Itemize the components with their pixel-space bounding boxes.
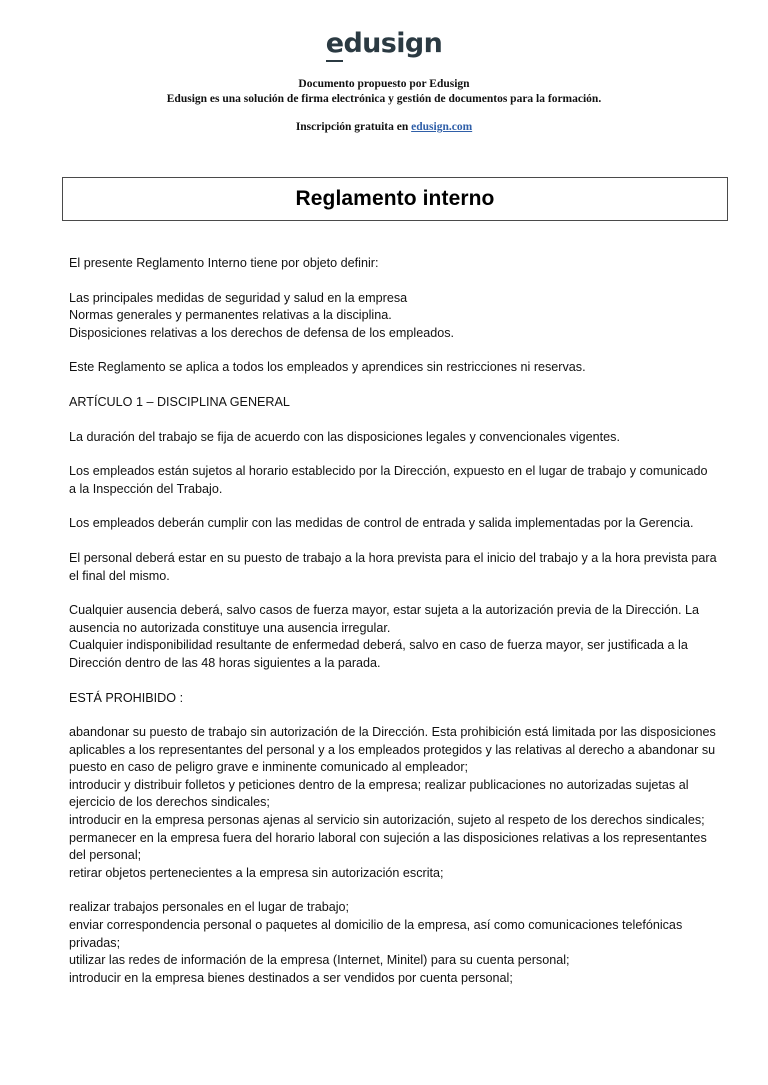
letterhead-signup	[0, 121, 768, 133]
text-line: introducir y distribuir folletos y peticiones dentro de la empresa; realizar publicaciones no autorizadas sujetas al ejercicio de los derechos sindicales;	[69, 777, 689, 810]
paragraph-objeto-intro	[69, 255, 717, 273]
letterhead-line-1: Documento propuesto por Edusign	[298, 78, 470, 90]
text-line: Las principales medidas de seguridad y salud en la empresa	[69, 290, 408, 305]
paragraph-prohibiciones-grupo-2	[69, 899, 717, 987]
paragraph-articulo-1-heading	[69, 394, 717, 412]
text-line: utilizar las redes de información de la empresa (Internet, Minitel) para su cuenta personal;	[69, 953, 570, 968]
text-line: Los empleados están sujetos al horario establecido por la Dirección, expuesto en el lugar de trabajo y comunicado a la Inspección del Trabajo.	[69, 464, 708, 496]
text-line: abandonar su puesto de trabajo sin autorización de la Dirección. Esta prohibición está limitada por las disposiciones aplicables a los representantes del personal y a los empleados protegidos y las relativas al derecho a abandonar su puesto en caso de peligro grave e inminente comunicado al empleador;	[69, 725, 716, 775]
text-line: enviar correspondencia personal o paquetes al domicilio de la empresa, así como comunicaciones telefónicas privadas;	[69, 918, 683, 950]
paragraph-prohibiciones-grupo-1	[69, 724, 717, 882]
paragraph-control-entrada-salida	[69, 515, 717, 533]
letterhead-line-2: Edusign es una solución de firma electrónica y gestión de documentos para la formación.	[166, 93, 602, 106]
logo-remaining-letters: dusign	[343, 28, 443, 59]
document-title-box	[62, 177, 728, 221]
text-line: permanecer en la empresa fuera del horario laboral con sujeción a las disposiciones relativas a los representantes del personal;	[69, 830, 707, 863]
text-line: El personal deberá estar en su puesto de trabajo a la hora prevista para el inicio del trabajo y a la hora prevista para el final del mismo.	[69, 550, 717, 583]
text-line: Los empleados deberán cumplir con las medidas de control de entrada y salida implementadas por la Gerencia.	[69, 516, 694, 531]
paragraph-duracion-trabajo	[69, 429, 717, 447]
paragraph-ausencias	[69, 602, 717, 672]
document-body	[69, 255, 717, 987]
edusign-logo	[326, 30, 443, 57]
text-line: Este Reglamento se aplica a todos los empleados y aprendices sin restricciones ni reservas.	[69, 360, 586, 375]
page-title: Reglamento interno	[295, 187, 495, 210]
text-line: realizar trabajos personales en el lugar de trabajo;	[69, 900, 350, 915]
paragraph-prohibido-heading	[69, 690, 717, 708]
edusign-website-link[interactable]: edusign.com	[411, 121, 473, 134]
paragraph-objeto-lista	[69, 290, 717, 343]
text-line: introducir en la empresa bienes destinados a ser vendidos por cuenta personal;	[69, 970, 513, 985]
text-line: El presente Reglamento Interno tiene por objeto definir:	[69, 256, 379, 270]
logo-first-letter: e	[326, 28, 344, 62]
text-line: ESTÁ PROHIBIDO :	[69, 690, 184, 705]
text-line: ARTÍCULO 1 – DISCIPLINA GENERAL	[69, 394, 290, 409]
letterhead-description	[0, 77, 768, 107]
letterhead	[0, 0, 768, 133]
text-line: Disposiciones relativas a los derechos de defensa de los empleados.	[69, 325, 455, 340]
paragraph-aplicacion	[69, 359, 717, 377]
text-line: Cualquier indisponibilidad resultante de enfermedad deberá, salvo en caso de fuerza mayor, ser justificada a la Dirección dentro de las 48 horas siguientes a la parada.	[69, 638, 688, 670]
text-line: Cualquier ausencia deberá, salvo casos de fuerza mayor, estar sujeta a la autorización previa de la Dirección. La ausencia no autorizada constituye una ausencia irregular.	[69, 603, 700, 635]
signup-prefix-text: Inscripción gratuita en	[295, 121, 412, 134]
text-line: retirar objetos pertenecientes a la empresa sin autorización escrita;	[69, 865, 444, 880]
text-line: Normas generales y permanentes relativas a la disciplina.	[69, 308, 392, 323]
text-line: introducir en la empresa personas ajenas al servicio sin autorización, sujeto al respeto de los derechos sindicales;	[69, 813, 705, 828]
text-line: La duración del trabajo se fija de acuerdo con las disposiciones legales y convencionales vigentes.	[69, 429, 620, 444]
paragraph-horario-direccion	[69, 463, 717, 498]
paragraph-puesto-hora-prevista	[69, 550, 717, 585]
